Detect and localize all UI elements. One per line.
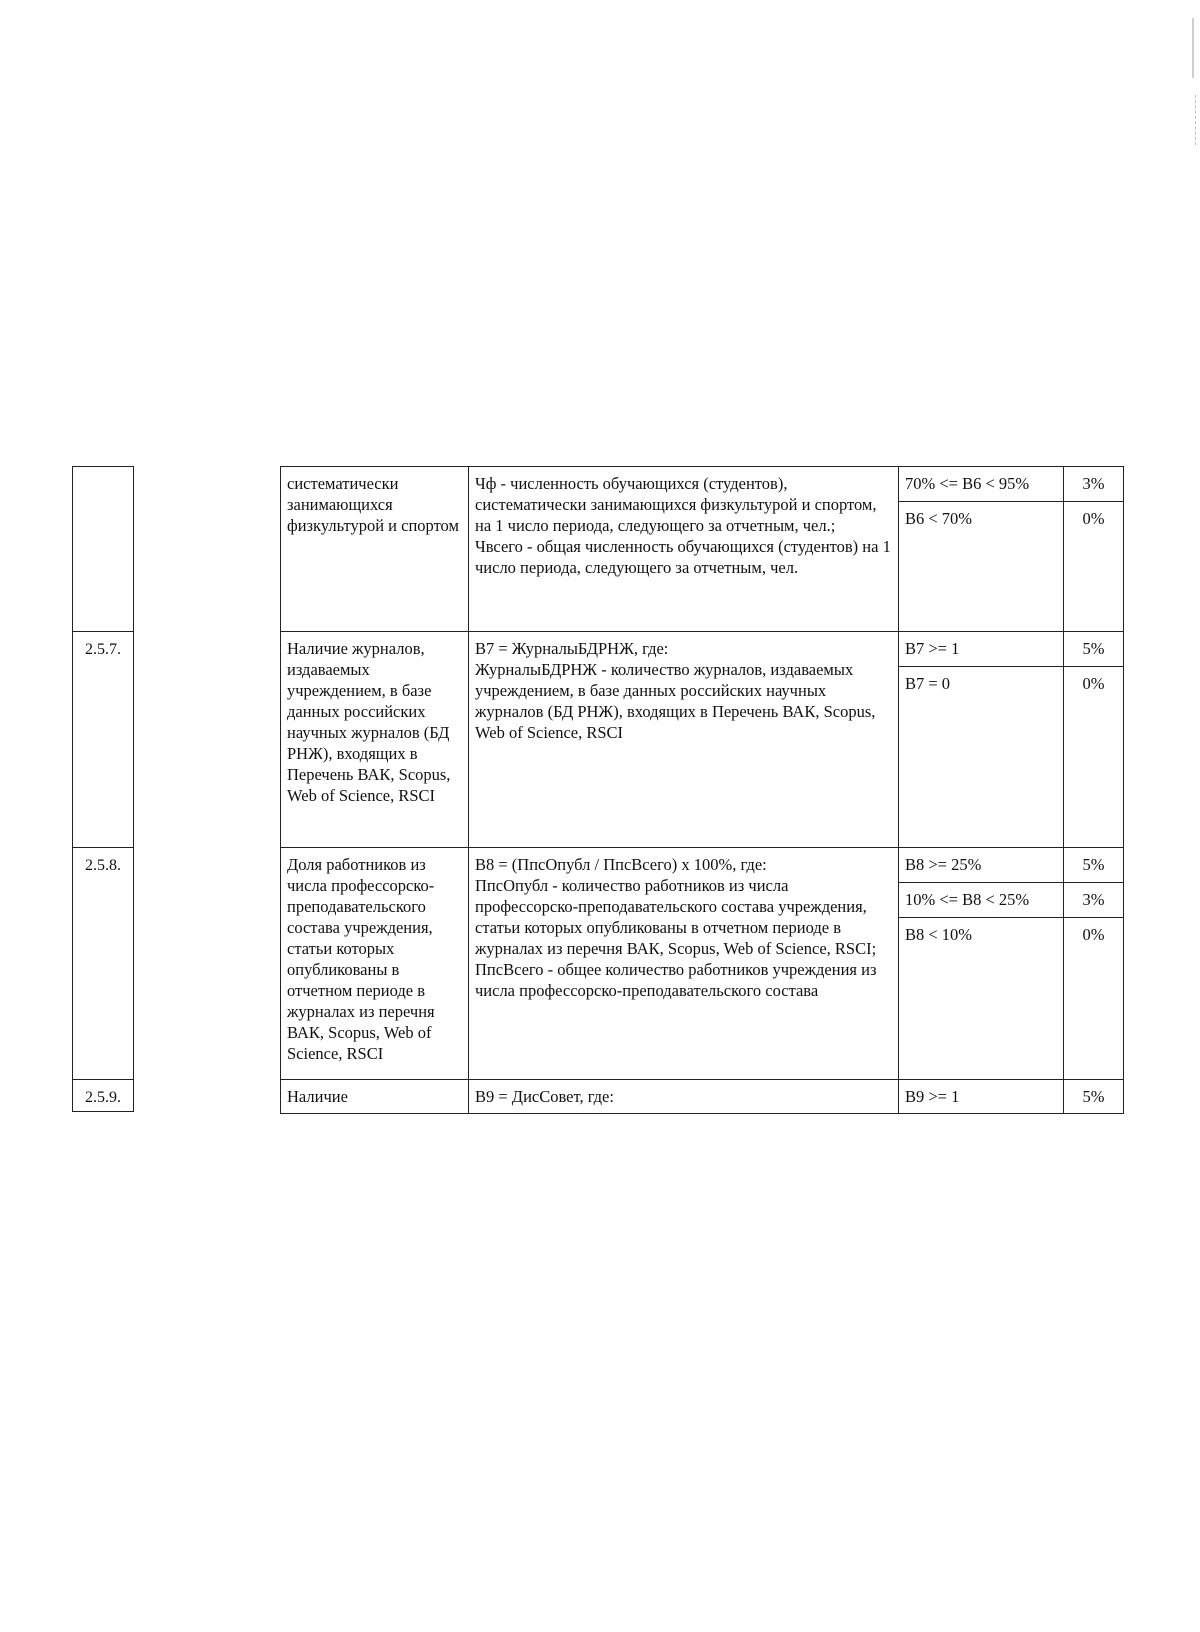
criterion-condition: В9 >= 1	[899, 1080, 1064, 1114]
formula-line: ПпсОпубл - количество работников из числа профессорско-преподавательского состава учреждения, статьи которых опубликованы в отчетном периоде в журналах из перечня ВАК, Scopus, Web of Science, RSCI;	[475, 876, 877, 958]
item-number-column	[72, 466, 134, 1112]
formula-line: В7 = ЖурналыБДРНЖ, где:	[475, 639, 669, 658]
scan-edge-dots	[1195, 95, 1197, 145]
criterion-value: 5%	[1064, 632, 1124, 667]
item-number-cell	[73, 467, 134, 632]
scan-edge-mark	[1192, 18, 1194, 78]
criterion-value: 0%	[1064, 667, 1124, 848]
criterion-condition: В8 < 10%	[899, 918, 1064, 1080]
formula-line: Чф - численность обучающихся (студентов), систематически занимающихся физкультурой и спортом, на 1 число периода, следующего за отчетным, чел.;	[475, 474, 877, 535]
formula-line: ЖурналыБДРНЖ - количество журналов, издаваемых учреждением, в базе данных российских научных журналов (БД РНЖ), входящих в Перечень ВАК, Scopus, Web of Science, RSCI	[475, 660, 876, 742]
table-row	[281, 467, 1124, 502]
criterion-value: 3%	[1064, 883, 1124, 918]
criterion-condition: В8 >= 25%	[899, 848, 1064, 883]
item-number-cell: 2.5.9.	[73, 1080, 134, 1112]
criterion-condition: 70% <= В6 < 95%	[899, 467, 1064, 502]
criterion-value: 3%	[1064, 467, 1124, 502]
indicator-formula	[469, 848, 899, 1080]
indicator-name: Доля работников из числа профессорско-преподавательского состава учреждения, статьи которых опубликованы в отчетном периоде в журналах из перечня ВАК, Scopus, Web of Science, RSCI	[281, 848, 469, 1080]
table-row	[281, 1080, 1124, 1114]
indicator-formula	[469, 467, 899, 632]
criterion-value: 0%	[1064, 502, 1124, 632]
item-number-cell: 2.5.8.	[73, 848, 134, 1080]
indicator-formula	[469, 632, 899, 848]
criterion-condition: В6 < 70%	[899, 502, 1064, 632]
criterion-condition: В7 = 0	[899, 667, 1064, 848]
indicators-table	[280, 466, 1124, 1114]
criterion-condition: В7 >= 1	[899, 632, 1064, 667]
indicator-name: Наличие журналов, издаваемых учреждением, в базе данных российских научных журналов (БД РНЖ), входящих в Перечень ВАК, Scopus, Web of Science, RSCI	[281, 632, 469, 848]
criterion-condition: 10% <= В8 < 25%	[899, 883, 1064, 918]
criterion-value: 5%	[1064, 848, 1124, 883]
indicator-name: Наличие	[281, 1080, 469, 1114]
criterion-value: 5%	[1064, 1080, 1124, 1114]
formula-line: ПпсВсего - общее количество работников учреждения из числа профессорско-преподавательского состава	[475, 960, 877, 1000]
formula-line: В9 = ДисСовет, где:	[475, 1087, 614, 1106]
table-row	[281, 632, 1124, 667]
table-row	[281, 848, 1124, 883]
formula-line: В8 = (ПпсОпубл / ПпсВсего) x 100%, где:	[475, 855, 767, 874]
indicator-formula	[469, 1080, 899, 1114]
criterion-value: 0%	[1064, 918, 1124, 1080]
formula-line: Чвсего - общая численность обучающихся (студентов) на 1 число периода, следующего за отчетным, чел.	[475, 537, 891, 577]
item-number-cell: 2.5.7.	[73, 632, 134, 848]
indicator-name: систематически занимающихся физкультурой и спортом	[281, 467, 469, 632]
